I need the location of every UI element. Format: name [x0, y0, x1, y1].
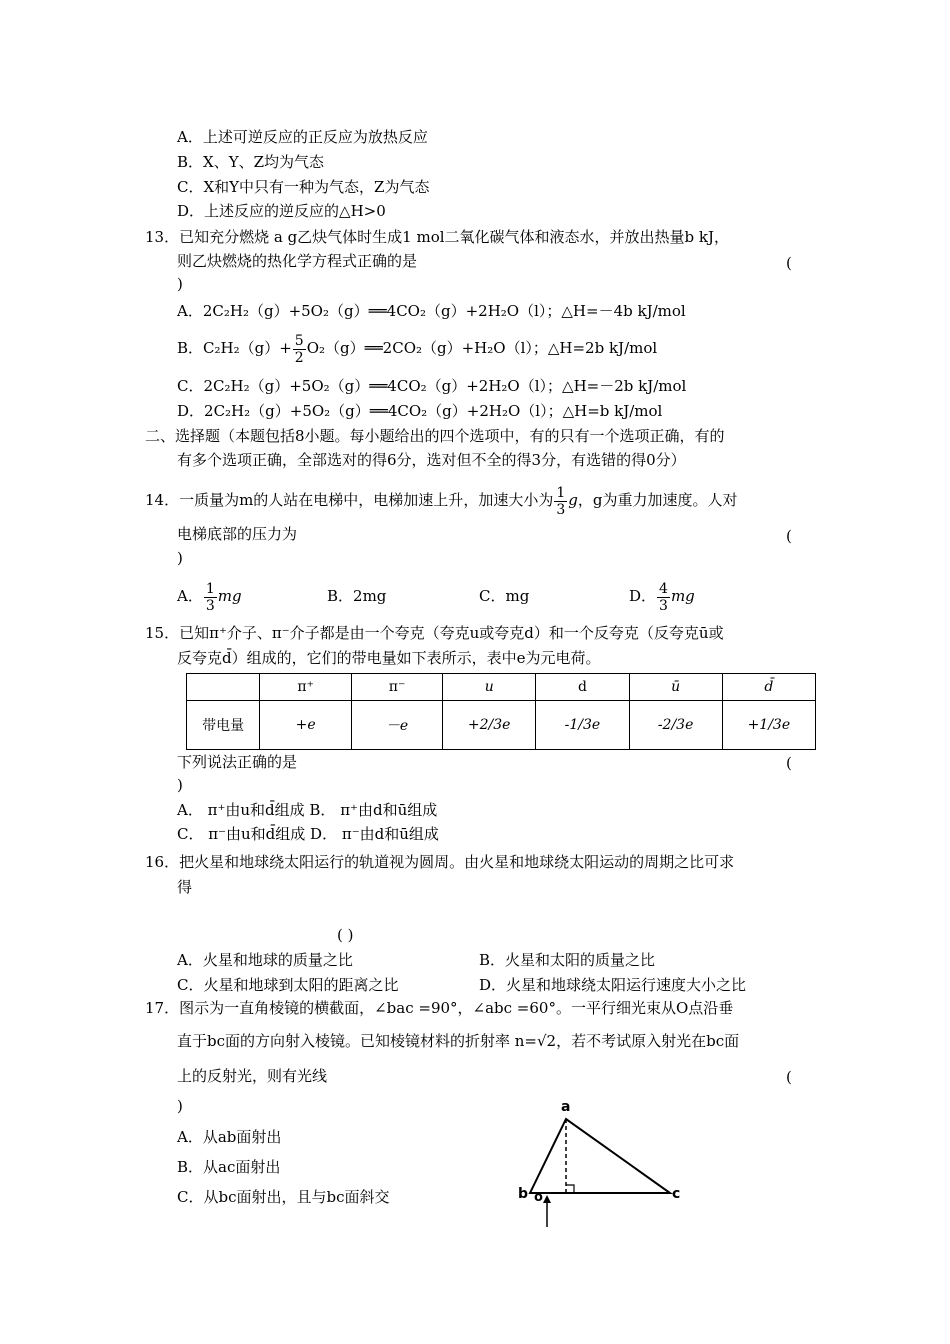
charge-table-header-cell: ū [629, 674, 722, 701]
charge-table-value-cell: -1/3e [536, 701, 629, 750]
q14-stem-line1 [145, 482, 737, 518]
q16-stem-line2: 得 [177, 878, 193, 896]
q15-stem-line2: 反夸克d̄）组成的，它们的带电量如下表所示，表中e为元电荷。 [177, 649, 601, 667]
q17-option-a: A．从ab面射出 [177, 1128, 282, 1146]
q12-option-a: A．上述可逆反应的正反应为放热反应 [177, 128, 428, 146]
q16-option-a: A．火星和地球的质量之比 [177, 951, 353, 969]
vertex-label-a: a [561, 1099, 571, 1115]
q17-stem-line2: 直于bc面的方向射入棱镜。已知棱镜材料的折射率 n=√2，若不考试原入射光在bc面 [177, 1032, 740, 1050]
q14-stem-numerator: 1 [556, 484, 566, 501]
q14-stem-g: g [568, 491, 578, 509]
charge-table-header-cell: d [536, 674, 629, 701]
q14-option-d-numerator: 4 [659, 580, 668, 597]
charge-table-value-cell: +e [260, 701, 352, 750]
prism-triangle [530, 1119, 670, 1193]
charge-table-value-cell: －e [352, 701, 443, 750]
q14-option-a [177, 578, 242, 614]
q13-option-a: A．2C₂H₂（g）+5O₂（g）══4CO₂（g）+2H₂O（l）；△H=－4b kJ/mol [177, 302, 686, 320]
q16-paren: ( ) [337, 926, 354, 944]
q14-option-a-numerator: 1 [205, 580, 215, 597]
charge-table-header-row [187, 674, 816, 701]
q14-stem-prefix: 14．一质量为m的人站在电梯中，电梯加速上升，加速大小为 [145, 491, 554, 509]
q13-stem-line1: 13．已知充分燃烧 a g乙炔气体时生成1 mol二氧化碳气体和液态水，并放出热量b kJ， [145, 228, 730, 246]
q15-options-cd: C． π⁻由u和d̄组成 D． π⁻由d和ū组成 [177, 825, 439, 843]
q13-option-b-prefix: B．C₂H₂（g）+ [177, 339, 292, 357]
q14-paren-close: ) [177, 549, 183, 567]
q14-option-b: B．2mg [327, 587, 387, 605]
section2-header-line1: 二、选择题（本题包括8小题。每小题给出的四个选项中，有的只有一个选项正确，有的 [145, 427, 725, 445]
q14-option-d [629, 578, 695, 614]
vertex-label-b: b [518, 1186, 529, 1202]
charge-table [186, 673, 816, 750]
q14-option-a-denominator: 3 [205, 597, 215, 614]
q13-stem-line2: 则乙炔燃烧的热化学方程式正确的是 [177, 252, 418, 270]
q14-stem-line2: 电梯底部的压力为 [177, 525, 298, 543]
charge-table-header-cell: π⁺ [260, 674, 352, 701]
q14-option-c: C．mg [479, 587, 530, 605]
charge-table-value-cell: +2/3e [443, 701, 536, 750]
q17-stem-line3: 上的反射光，则有光线 [177, 1067, 328, 1085]
q12-option-d: D．上述反应的逆反应的△H>0 [177, 202, 386, 220]
q15-options-ab: A． π⁺由u和d̄组成 B． π⁺由d和ū组成 [177, 801, 438, 819]
q16-stem-line1: 16．把火星和地球绕太阳运行的轨道视为圆周。由火星和地球绕太阳运动的周期之比可求 [145, 853, 735, 871]
charge-table-header-cell: d̄ [722, 674, 815, 701]
incident-ray-arrowhead [543, 1195, 551, 1203]
q14-stem-suffix: ，g为重力加速度。人对 [577, 491, 738, 509]
q12-option-c: C．X和Y中只有一种为气态，Z为气态 [177, 178, 430, 196]
q16-option-c: C．火星和地球到太阳的距离之比 [177, 976, 399, 994]
q14-option-a-label: A． [177, 587, 203, 605]
q15-paren-close: ) [177, 776, 183, 794]
q14-stem-fraction [554, 485, 567, 518]
q13-option-b-denominator: 2 [294, 349, 304, 366]
q13-option-b-fraction [293, 333, 306, 366]
q14-option-d-label: D． [629, 587, 657, 605]
q14-stem-denominator: 3 [556, 501, 566, 518]
q17-option-c: C．从bc面射出，且与bc面斜交 [177, 1188, 390, 1206]
charge-table-value-cell: +1/3e [722, 701, 815, 750]
q14-option-d-denominator: 3 [659, 597, 668, 614]
q14-option-d-mg: mg [670, 587, 695, 605]
q16-option-b: B．火星和太阳的质量之比 [479, 951, 656, 969]
q13-paren-close: ) [177, 275, 183, 293]
q13-option-b [177, 330, 657, 366]
q13-paren-open: ( [786, 254, 792, 272]
q15-stem-line3: 下列说法正确的是 [177, 753, 298, 771]
point-label-o: o [534, 1190, 543, 1205]
q13-option-b-suffix: O₂（g）══2CO₂（g）+H₂O（l）；△H=2b kJ/mol [306, 339, 658, 357]
section2-header-line2: 有多个选项正确，全部选对的得6分，选对但不全的得3分，有选错的得0分） [177, 451, 686, 469]
q14-paren-open: ( [786, 527, 792, 545]
charge-table-header-cell: u [443, 674, 536, 701]
charge-table-row-label: 带电量 [187, 701, 260, 750]
charge-table-header-cell [187, 674, 260, 701]
q16-option-d: D．火星和地球绕太阳运行速度大小之比 [479, 976, 747, 994]
q17-option-b: B．从ac面射出 [177, 1158, 281, 1176]
q12-option-b: B．X、Y、Z均为气态 [177, 153, 325, 171]
q13-option-d: D．2C₂H₂（g）+5O₂（g）══4CO₂（g）+2H₂O（l）；△H=b kJ/mol [177, 402, 663, 420]
q13-option-c: C．2C₂H₂（g）+5O₂（g）══4CO₂（g）+2H₂O（l）；△H=－2b kJ/mol [177, 377, 687, 395]
charge-table-header-cell: π⁻ [352, 674, 443, 701]
q15-paren-open: ( [786, 754, 792, 772]
q14-option-d-fraction [657, 581, 670, 614]
q17-paren-close: ) [177, 1097, 183, 1115]
vertex-label-c: c [672, 1186, 681, 1202]
q17-stem-line1: 17．图示为一直角棱镜的横截面，∠bac =90°，∠abc =60°。一平行细光束从O点沿垂 [145, 999, 734, 1017]
q14-option-a-fraction [204, 581, 217, 614]
charge-table-value-cell: -2/3e [629, 701, 722, 750]
charge-table-value-row [187, 701, 816, 750]
q15-stem-line1: 15．已知π⁺介子、π⁻介子都是由一个夸克（夸克u或夸克d）和一个反夸克（反夸克ū或 [145, 624, 724, 642]
prism-diagram [510, 1095, 700, 1235]
q17-paren-open: ( [786, 1068, 792, 1086]
q13-option-b-numerator: 5 [294, 332, 304, 349]
q14-option-a-mg: mg [217, 587, 242, 605]
right-angle-mark [566, 1185, 574, 1193]
